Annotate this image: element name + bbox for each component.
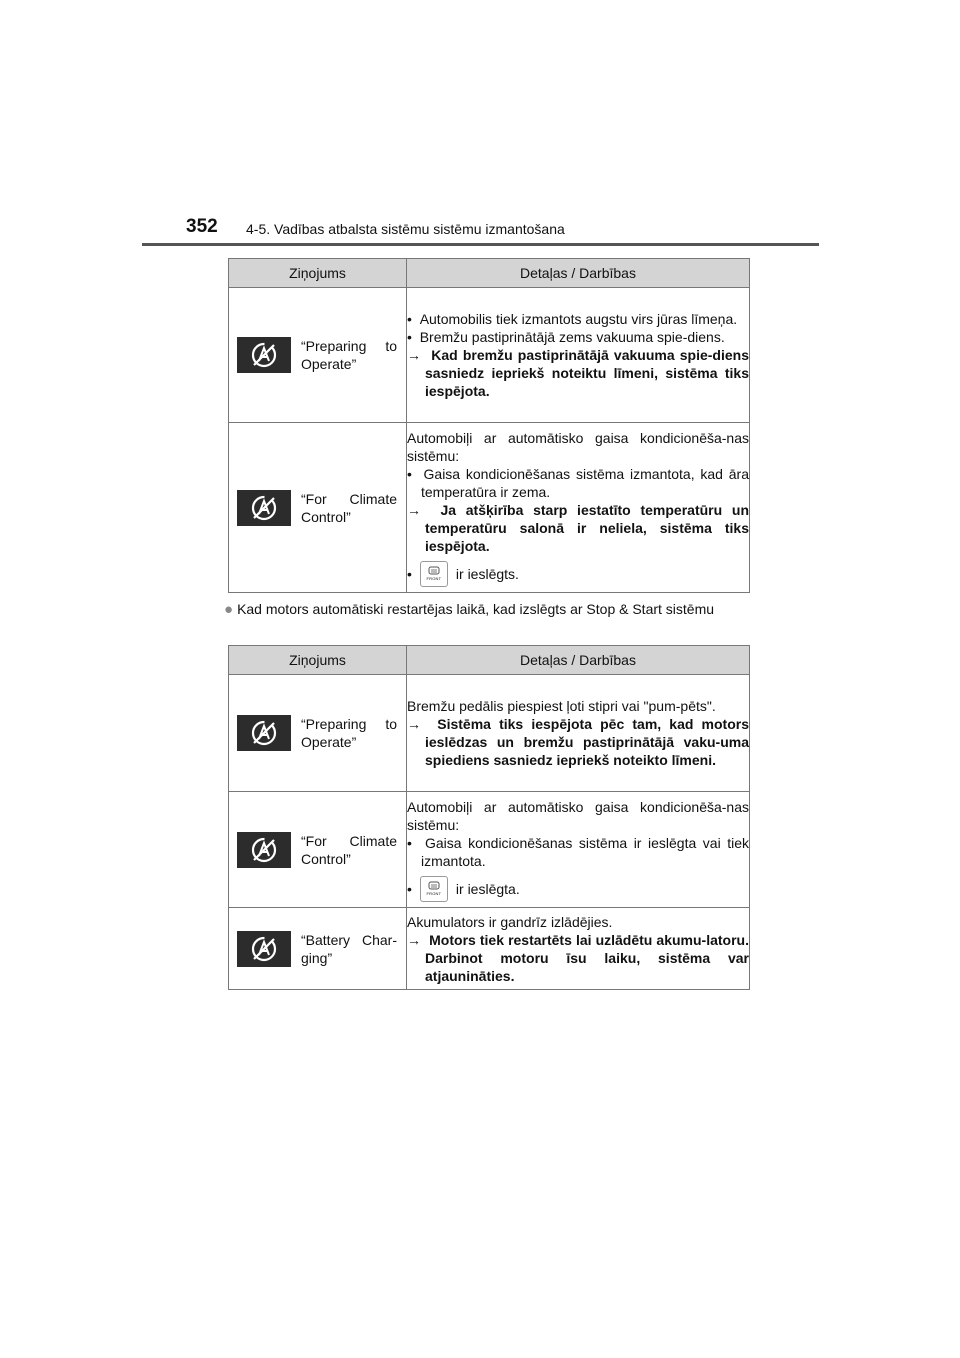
stop-start-off-icon [237, 832, 291, 868]
column-header-details: Detaļas / Darbības [407, 259, 750, 288]
stop-start-off-icon [237, 931, 291, 967]
message-text: “Preparing to Operate” [301, 338, 397, 372]
table-row: “Preparing to Operate” • Automobilis tiek izmantots augstu virs jūras līmeņa. • Bremžu pastiprinātājā zems vakuuma spie-diens. → Kad bremžu pastiprinātājā vakuuma spie-diens sasniedz iepriekš noteiktu līmeni, sistēma tiks iespējota. [229, 288, 750, 423]
section-title: 4-5. Vadības atbalsta sistēmu sistēmu izmantošana [246, 221, 565, 237]
table-row: “For Climate Control” Automobiļi ar automātisko gaisa kondicionēša-nas sistēmu: • Gaisa kondicionēšanas sistēma ir ieslēgta vai tiek izmantota. • FRONT ir ieslēgta. [229, 792, 750, 908]
stop-start-off-icon [237, 715, 291, 751]
message-table-2 [228, 645, 750, 990]
table-row: “Battery Char-ging” Akumulators ir gandrīz izlādējies. → Motors tiek restartēts lai uzlādētu akumu-latoru. Darbinot motoru īsu laiku, sistēma var atjaunināties. [229, 908, 750, 990]
table-header [229, 259, 750, 288]
header-divider [142, 243, 819, 246]
stop-start-off-icon [237, 337, 291, 373]
section-note: ● Kad motors automātiski restartējas laikā, kad izslēgts ar Stop & Start sistēmu [224, 601, 715, 618]
table-row: “For Climate Control” Automobiļi ar automātisko gaisa kondicionēša-nas sistēmu: • Gaisa kondicionēšanas sistēma izmantota, kad āra temperatūra ir zema. → Ja atšķirība starp iestatīto temperatūru un temperatūru salonā ir neliela, sistēma tiks iespējota. • FRONT ir ieslēgts. [229, 423, 750, 593]
column-header-details: Detaļas / Darbības [407, 646, 750, 675]
table-row: “Preparing to Operate” Bremžu pedālis piespiest ļoti stipri vai "pum-pēts". → Sistēma tiks iespējota pēc tam, kad motors ieslēdzas un bremžu pastiprinātājā vaku-uma spiediens sasniedz iepriekš noteikto līmeni. [229, 675, 750, 792]
message-text: “For Climate Control” [301, 490, 397, 525]
message-table-1 [228, 258, 750, 593]
front-defroster-icon: FRONT [420, 561, 448, 587]
column-header-message: Ziņojums [229, 259, 407, 288]
page-number: 352 [186, 216, 218, 237]
stop-start-off-icon [237, 490, 291, 526]
message-text: “Battery Char-ging” [301, 931, 397, 966]
message-text: “Preparing to Operate” [301, 716, 397, 750]
column-header-message: Ziņojums [229, 646, 407, 675]
table-header [229, 646, 750, 675]
message-text: “For Climate Control” [301, 832, 397, 867]
front-defroster-icon: FRONT [420, 876, 448, 902]
